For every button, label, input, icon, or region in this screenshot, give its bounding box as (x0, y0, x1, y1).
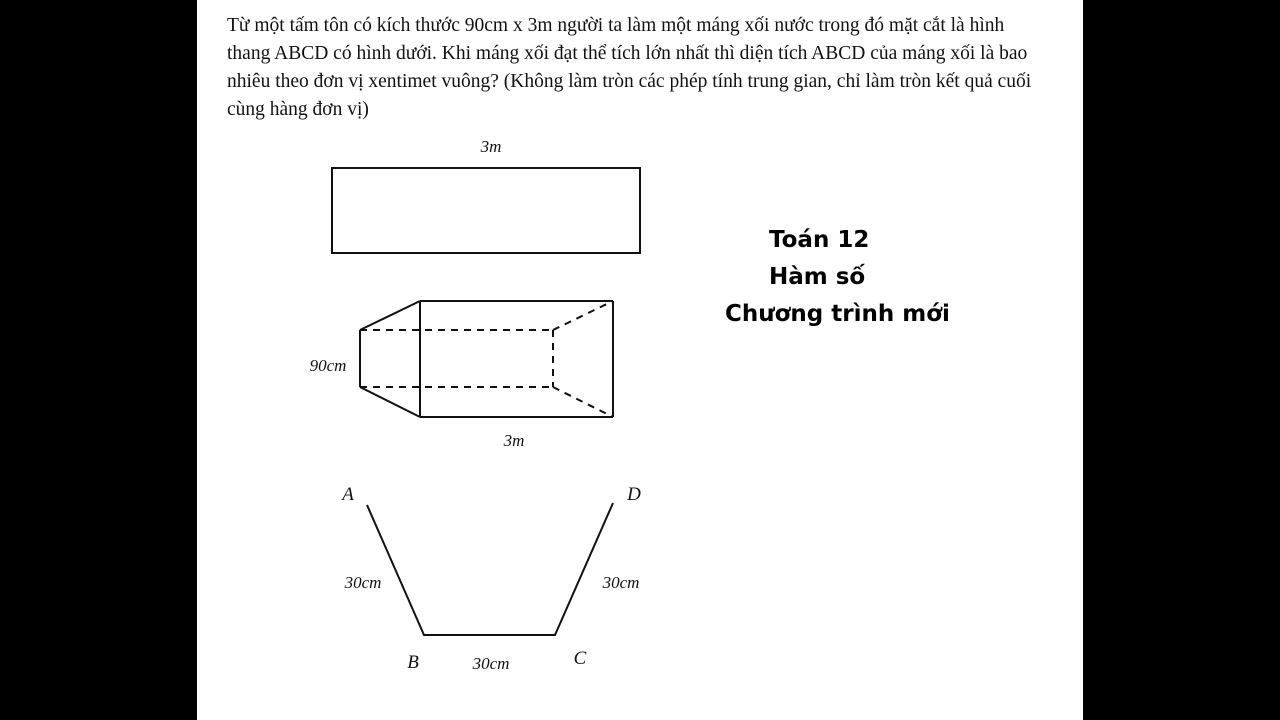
document-page (197, 0, 1083, 720)
vertex-c-label: C (573, 648, 587, 669)
tag-topic: Hàm số (769, 264, 866, 290)
side-ab-label: 30cm (344, 573, 382, 592)
tag-grade: Toán 12 (769, 227, 870, 253)
trapezoid-figure (340, 484, 641, 673)
trough-front-upper-side (360, 301, 420, 330)
trapezoid-outline (367, 503, 613, 635)
problem-statement: Từ một tấm tôn có kích thước 90cm x 3m người ta làm một máng xối nước trong đó mặt cắt là hình thang ABCD có hình dưới. Khi máng xối đạt thể tích lớn nhất thì diện tích ABCD của máng xối là bao nhiêu theo đơn vị xentimet vuông? (Không làm tròn các phép tính trung gian, chỉ làm tròn kết quả cuối cùng hàng đơn vị) (227, 15, 1032, 120)
trough-width-label: 90cm (309, 356, 347, 375)
vertex-a-label: A (342, 484, 354, 505)
vertex-b-label: B (407, 652, 419, 673)
trough-figure (360, 301, 613, 417)
figures (197, 0, 1083, 720)
topic-tags (725, 222, 1025, 333)
trough-front-lower-side (360, 387, 420, 417)
hidden-edge-back-upper (553, 301, 613, 330)
trough-length-label: 3m (503, 431, 525, 450)
sheet-figure (332, 137, 640, 253)
sheet-length-label: 3m (480, 137, 502, 156)
sheet-rectangle (332, 168, 640, 253)
side-bc-label: 30cm (472, 654, 510, 673)
vertex-d-label: D (627, 484, 641, 505)
tag-curriculum: Chương trình mới (725, 301, 950, 327)
side-cd-label: 30cm (602, 573, 640, 592)
hidden-edge-back-lower (553, 387, 613, 417)
trough-hidden-edges (360, 301, 613, 417)
